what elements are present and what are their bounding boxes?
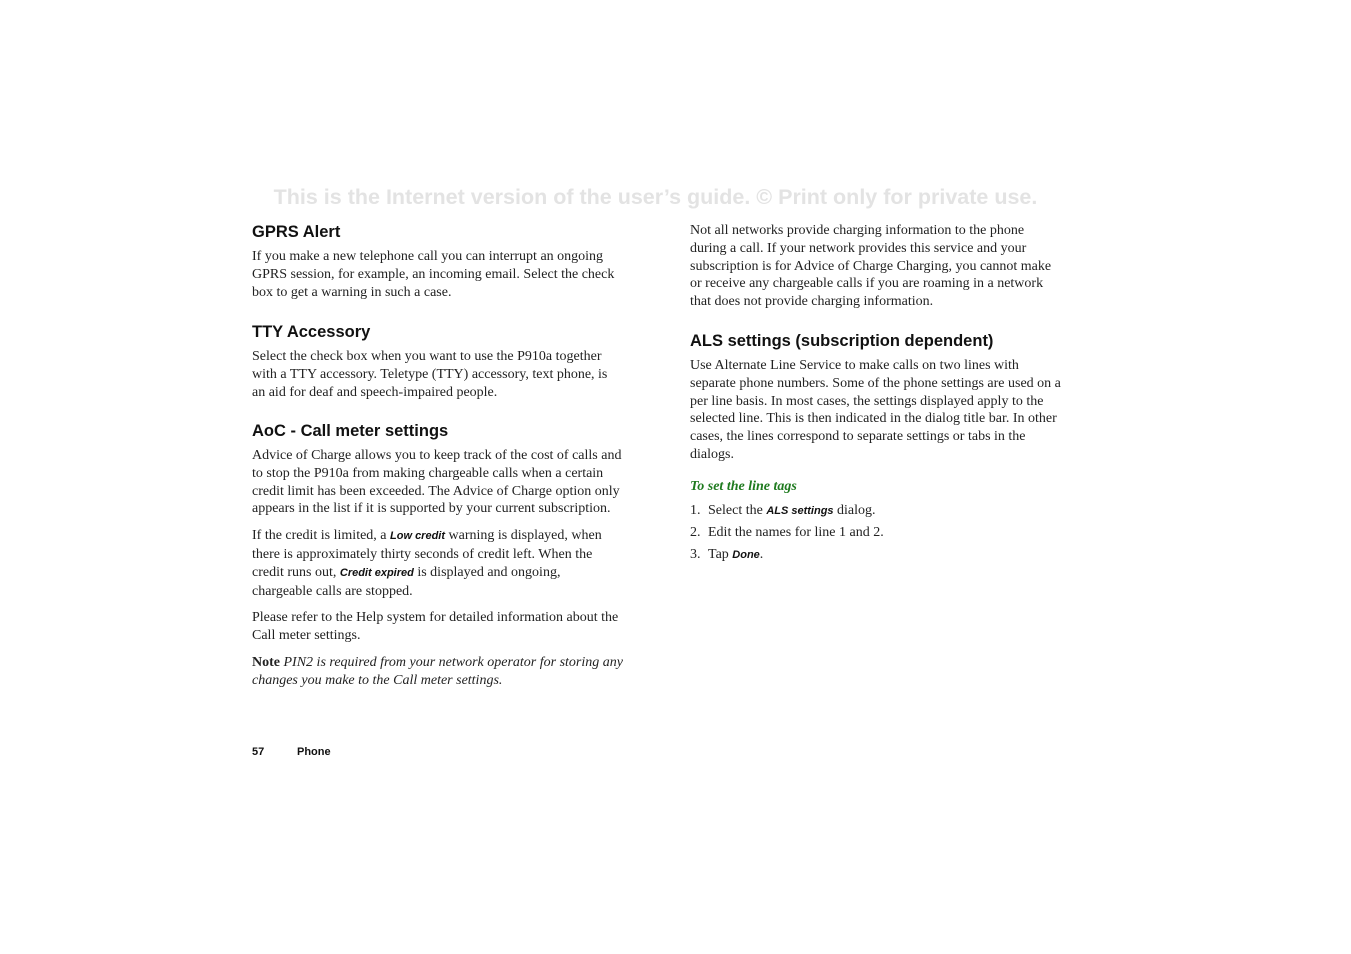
section-tty-accessory bbox=[252, 322, 624, 401]
section-aoc-call-meter bbox=[252, 421, 624, 690]
paragraph-aoc-note bbox=[252, 654, 624, 690]
step-item bbox=[690, 502, 1062, 524]
note-label: Note bbox=[252, 654, 280, 670]
note-text: PIN2 is required from your network operator for storing any changes you make to the Call meter settings. bbox=[252, 654, 623, 688]
ui-label-credit-expired: Credit expired bbox=[339, 566, 414, 579]
heading-gprs-alert: GPRS Alert bbox=[252, 223, 341, 241]
ui-label-done: Done bbox=[732, 548, 760, 561]
step-text: Select the bbox=[708, 502, 767, 518]
text-credit-a: If the credit is limited, a bbox=[252, 528, 391, 544]
paragraph-aoc-credit bbox=[252, 527, 624, 600]
step-number: 1. bbox=[690, 502, 701, 518]
section-gprs-alert bbox=[252, 222, 624, 301]
text-credit-b: warning is displayed, when there is approximately thirty seconds of credit left. When the credit runs out, bbox=[252, 528, 602, 580]
step-text-end: . bbox=[759, 546, 764, 562]
step-item bbox=[690, 546, 1062, 568]
step-number: 3. bbox=[690, 546, 701, 562]
heading-tty-accessory: TTY Accessory bbox=[252, 323, 371, 341]
paragraph-gprs-alert: If you make a new telephone call you can interrupt an ongoing GPRS session, for example, an incoming email. Select the check box to get a warning in such a case. bbox=[252, 249, 615, 300]
heading-als-settings: ALS settings (subscription dependent) bbox=[690, 332, 994, 350]
ui-label-low-credit: Low credit bbox=[390, 530, 446, 543]
watermark-banner: This is the Internet version of the user’s guide. © Print only for private use. bbox=[273, 185, 1038, 209]
heading-aoc-call-meter: AoC - Call meter settings bbox=[252, 422, 449, 440]
step-text-end: dialog. bbox=[833, 502, 876, 518]
steps-list bbox=[690, 502, 1062, 568]
step-text: Tap bbox=[708, 546, 733, 562]
step-text: Edit the names for line 1 and 2. bbox=[708, 524, 884, 540]
paragraph-aoc-help: Please refer to the Help system for detailed information about the Call meter settings. bbox=[252, 610, 619, 644]
text-credit-c: is displayed and ongoing, chargeable calls are stopped. bbox=[252, 564, 561, 599]
section-charging-info bbox=[690, 222, 1062, 311]
step-item bbox=[690, 524, 1062, 546]
footer-section-name: Phone bbox=[297, 746, 331, 758]
subheading-set-line-tags: To set the line tags bbox=[690, 478, 797, 494]
paragraph-charging-info: Not all networks provide charging information to the phone during a call. If your network provides this service and your subscription is for Advice of Charge Charging, you cannot make or receive any chargeable calls if you are roaming in a network that does not provide charging information. bbox=[690, 223, 1052, 310]
section-als-settings bbox=[690, 331, 1062, 568]
footer-page-number: 57 bbox=[252, 746, 265, 758]
step-number: 2. bbox=[690, 524, 701, 540]
paragraph-aoc-intro: Advice of Charge allows you to keep track of the cost of calls and to stop the P910a from making chargeable calls when a certain credit limit has been exceeded. The Advice of Charge option only appears in the list if it is supported by your current subscription. bbox=[252, 448, 622, 517]
paragraph-als-settings: Use Alternate Line Service to make calls on two lines with separate phone numbers. Some of the phone settings are used on a per line basis. In most cases, the settings displayed apply to the selected line. This is then indicated in the dialog title bar. In other cases, the lines correspond to separate settings or tabs in the dialogs. bbox=[690, 358, 1061, 462]
ui-label-als-settings: ALS settings bbox=[766, 504, 834, 517]
paragraph-tty-accessory: Select the check box when you want to use the P910a together with a TTY accessory. Teletype (TTY) accessory, text phone, is an aid for deaf and speech-impaired people. bbox=[252, 349, 608, 400]
